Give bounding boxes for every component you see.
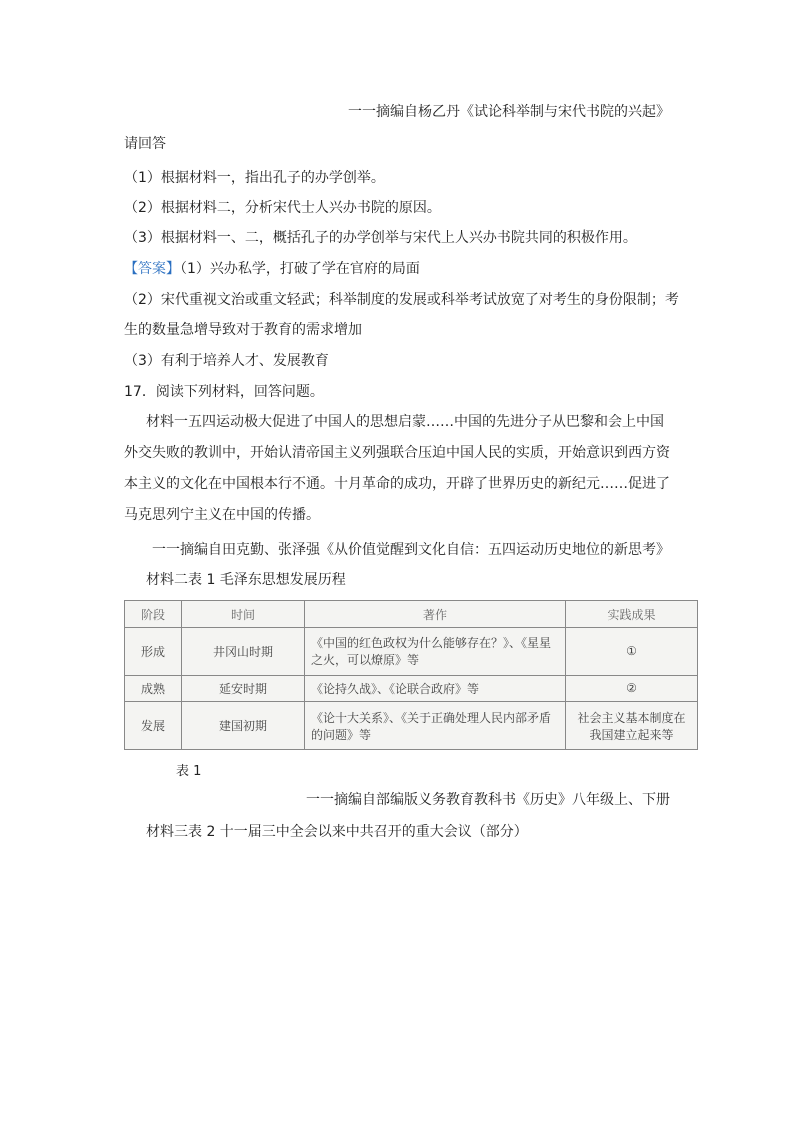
table-cell: 井冈山时期	[182, 628, 305, 676]
answer-tag: 【答案】	[124, 261, 180, 277]
material-1-line-3: 本主义的文化在中国根本行不通。十月革命的成功，开辟了世界历史的新纪元……促进了	[124, 476, 670, 492]
table-row	[125, 702, 698, 750]
table-header-cell: 实践成果	[566, 601, 698, 628]
question-2: （2）根据材料二，分析宋代士人兴办书院的原因。	[124, 200, 441, 216]
answer-2b: 生的数量急增导致对于教育的需求增加	[124, 322, 362, 338]
table-cell: 延安时期	[182, 675, 305, 702]
source-note-1: 一一摘编自杨乙丹《试论科举制与宋代书院的兴起》	[348, 104, 670, 120]
question-3: （3）根据材料一、二，概括孔子的办学创举与宋代上人兴办书院共同的积极作用。	[124, 230, 637, 246]
material-1-line-4: 马克思列宁主义在中国的传播。	[124, 507, 320, 523]
table-cell: 成熟	[125, 675, 182, 702]
table-cell: 《中国的红色政权为什么能够存在？》、《星星之火，可以燎原》等	[305, 628, 566, 676]
table-cell: 《论十大关系》、《关于正确处理人民内部矛盾的问题》等	[305, 702, 566, 750]
material-1-line-2: 外交失败的教训中，开始认清帝国主义列强联合压迫中国人民的实质，开始意识到西方资	[124, 445, 670, 461]
answer-3: （3）有利于培养人才、发展教育	[124, 353, 329, 369]
table-header-cell: 时间	[182, 601, 305, 628]
table-header-cell: 著作	[305, 601, 566, 628]
source-note-2: 一一摘编自田克勤、张泽强《从价值觉醒到文化自信：五四运动历史地位的新思考》	[152, 542, 670, 558]
table-row	[125, 675, 698, 702]
question-1: （1）根据材料一，指出孔子的办学创举。	[124, 170, 385, 186]
table-cell: 发展	[125, 702, 182, 750]
table-cell: 《论持久战》、《论联合政府》等	[305, 675, 566, 702]
prompt-text: 请回答	[124, 136, 166, 152]
material-1-line-1: 材料一五四运动极大促进了中国人的思想启蒙……中国的先进分子从巴黎和会上中国	[146, 414, 664, 430]
material-3-title: 材料三表 2 十一届三中全会以来中共召开的重大会议（部分）	[146, 824, 528, 840]
table-row	[125, 628, 698, 676]
table-cell: ①	[566, 628, 698, 676]
table-cell: ②	[566, 675, 698, 702]
answer-2a: （2）宋代重视文治或重文轻武；科举制度的发展或科举考试放宽了对考生的身份限制；考	[124, 292, 679, 308]
table-cell: 社会主义基本制度在我国建立起来等	[566, 702, 698, 750]
table-header-cell: 阶段	[125, 601, 182, 628]
table-cell: 建国初期	[182, 702, 305, 750]
table-header-row	[125, 601, 698, 628]
question-17: 17．阅读下列材料，回答问题。	[124, 384, 324, 400]
source-note-3: 一一摘编自部编版义务教育教科书《历史》八年级上、下册	[306, 792, 670, 808]
answer-1: （1）兴办私学，打破了学在官府的局面	[180, 261, 420, 277]
table-cell: 形成	[125, 628, 182, 676]
answer-1-line	[124, 259, 420, 279]
table-caption: 表 1	[176, 764, 202, 779]
material-2-title: 材料二表 1 毛泽东思想发展历程	[146, 572, 346, 588]
thought-development-table	[124, 600, 698, 750]
